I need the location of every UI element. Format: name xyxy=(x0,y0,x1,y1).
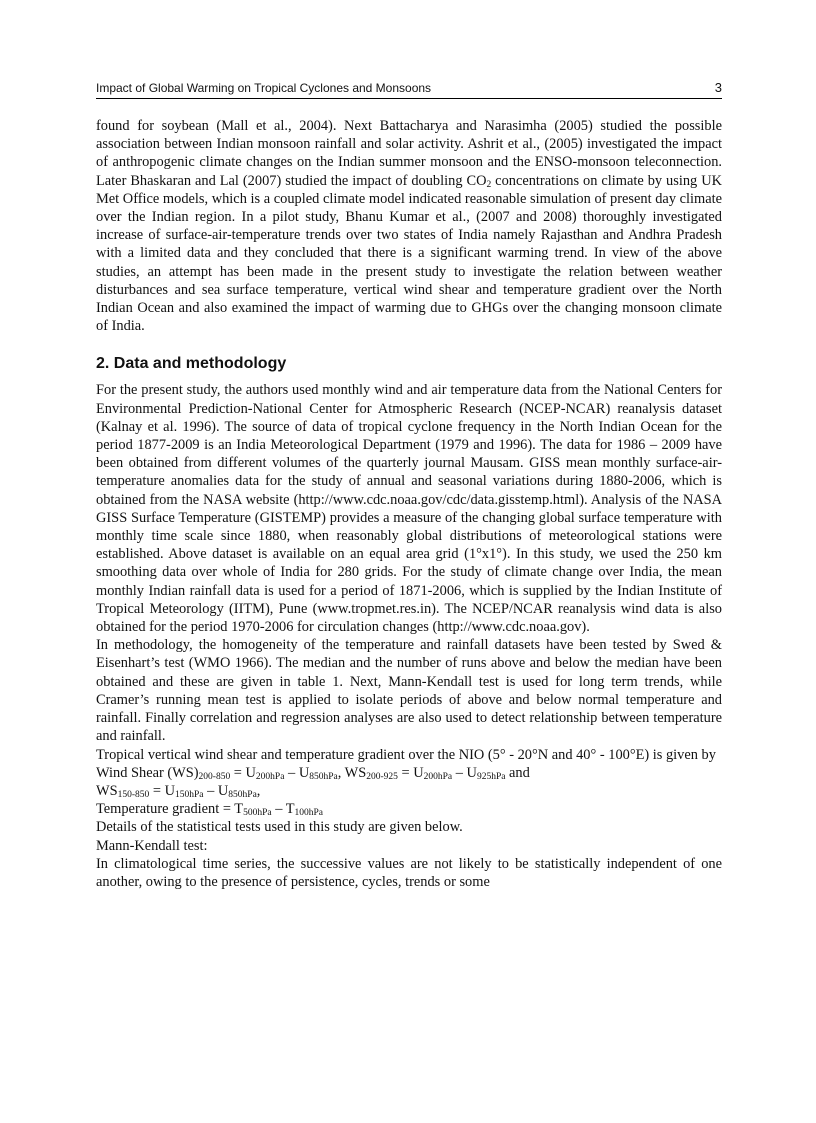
intro-paragraph: found for soybean (Mall et al., 2004). Next Battacharya and Narasimha (2005) studied the possible association between Indian monsoon rainfall and solar activity. Ashrit et al., (2005) investigated the impact of anthropogenic climate changes on the Indian summer monsoon and the ENSO-monsoon teleconnection. Later Bhaskaran and Lal (2007) studied the impact of doubling $CO_2$ concentrations on climate by using UK Met Office models, which is a coupled climate model indicated reasonable simulation of present day climate over the Indian region. In a pilot study, Bhanu Kumar et al., (2007 and 2008) thoroughly investigated increase of surface-air-temperature trends over two states of India namely Rajasthan and Andhra Pradesh with a limited data and they concluded that there is a significant warming trend. In view of the above studies, an attempt has been made in the present study to investigate the relation between weather disturbances and sea surface temperature, vertical wind shear and temperature gradient over the North Indian Ocean and also examined the impact of warming due to GHGs over the changing monsoon climate of India. xyxy=(96,118,722,335)
mann-kendall-paragraph: In climatological time series, the successive values are not likely to be statistically independent of one another, owing to the presence of persistence, cycles, trends or some xyxy=(96,855,722,890)
data-paragraph: For the present study, the authors used monthly wind and air temperature data from the National Centers for Environmental Prediction-National Center for Atmospheric Research (NCEP-NCAR) reanalysis dataset (Kalnay et al. 1996). The source of data of tropical cyclone frequency in the North Indian Ocean for the period 1877-2009 is an India Meteorological Department (1979 and 1996). The data for 1986 – 2009 have been obtained from different volumes of the quarterly journal Mausam. GISS mean monthly surface-air-temperature anomalies data for the study of annual and seasonal variations during 1880-2006, which is obtained from the NASA website (http://www.cdc.noaa.gov/cdc/data.gisstemp.html). Analysis of the NASA GISS Surface Temperature (GISTEMP) provides a measure of the changing global surface temperature with monthly time scale since 1880, when reasonably global distributions of meteorological stations were established. Above dataset is available on an equal area grid (1°x1°). In this study, we used the 250 km smoothing data over whole of India for 280 grids. For the study of climate change over India, the mean monthly Indian rainfall data is used for a period of 1871-2006, which is supplied by the Indian Institute of Tropical Meteorology (IITM), Pune (www.tropmet.res.in). The NCEP/NCAR reanalysis wind data is also obtained for the period 1970-2006 for circulation changes (http://www.cdc.noaa.gov). xyxy=(96,382,722,636)
page-body xyxy=(96,117,722,891)
methodology-paragraph: In methodology, the homogeneity of the temperature and rainfall datasets have been tested by Swed & Eisenhart’s test (WMO 1966). The median and the number of runs above and below the median have been obtained and these are given in table 1. Next, Mann-Kendall test is used for long term trends, while Cramer’s running mean test is applied to isolate periods of above and below normal temperature and rainfall. Finally correlation and regression analyses are also used to detect relationship between temperature and rainfall. xyxy=(96,637,722,745)
running-title: Impact of Global Warming on Tropical Cyclones and Monsoons xyxy=(96,81,432,95)
page-number: 3 xyxy=(714,80,722,95)
wind-shear-equation-1: Wind Shear $(WS)_{200-850} = U_{200hPa} - U_{850hPa}$, $WS_{200-925} = U_{200hPa} - U_{925hPa}$ and xyxy=(96,764,530,782)
running-header xyxy=(96,80,722,99)
wind-shear-equation-2: $WS_{150-850} = U_{150hPa} - U_{850hPa}$, xyxy=(96,782,261,800)
mann-kendall-heading: Mann-Kendall test: xyxy=(96,837,208,854)
temperature-gradient-equation: Temperature gradient = $T_{500hPa} - T_{100hPa}$ xyxy=(96,801,324,819)
wind-shear-intro: Tropical vertical wind shear and temperature gradient over the NIO (5° - 20°N and 40° - 100°E) is given by xyxy=(96,746,716,763)
statistical-tests-note: Details of the statistical tests used in this study are given below. xyxy=(96,819,463,836)
section-heading: 2. Data and methodology xyxy=(96,355,287,373)
